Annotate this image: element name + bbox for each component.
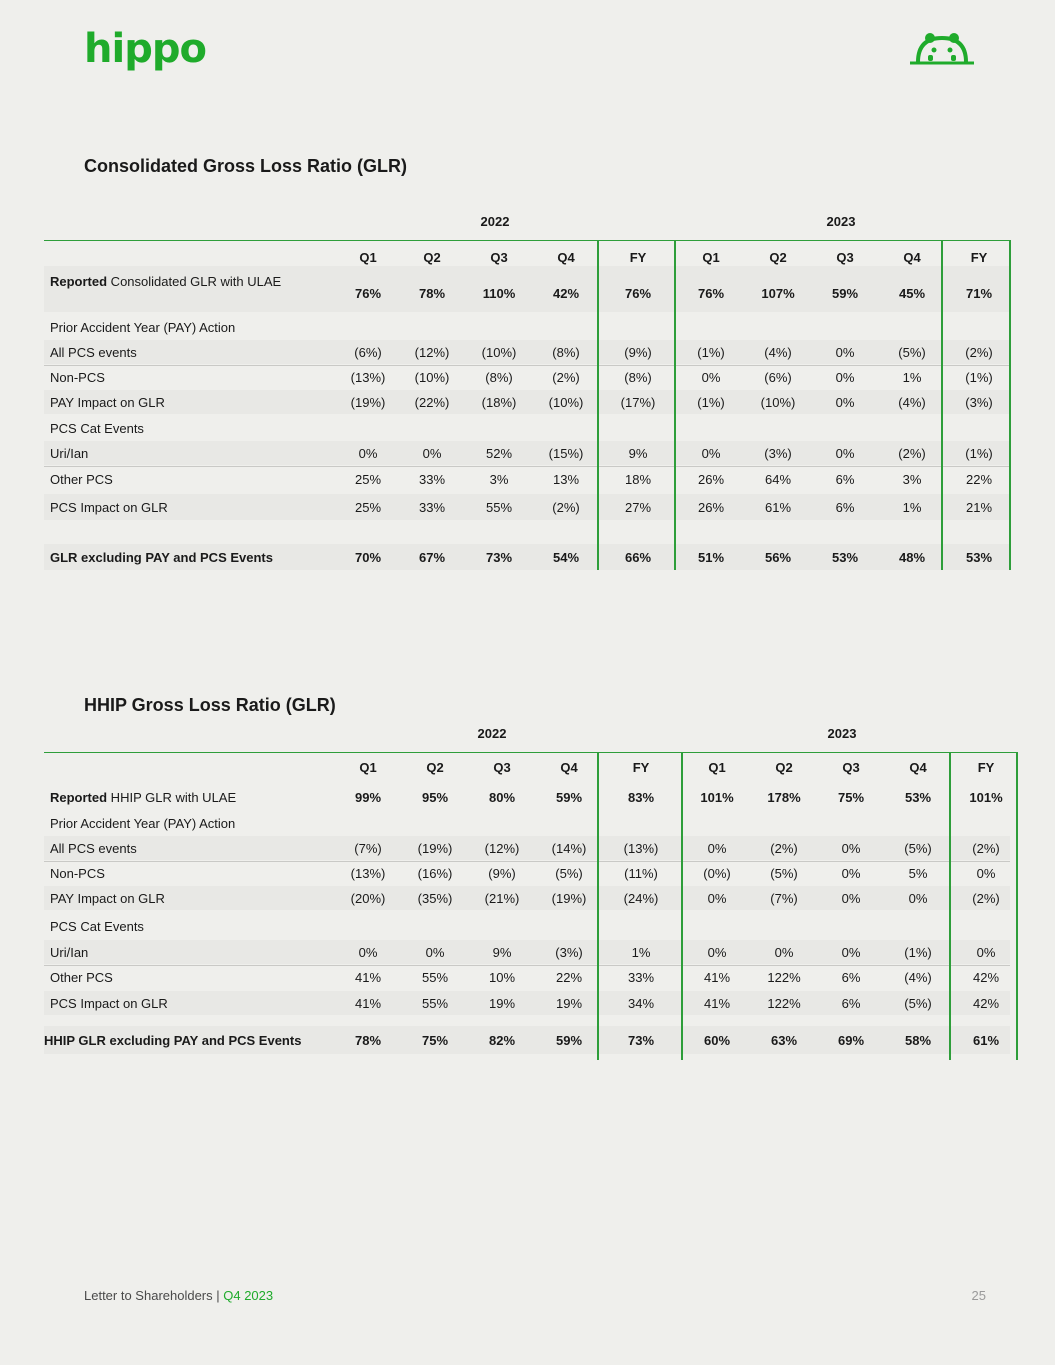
table-cell: 6% xyxy=(835,500,855,515)
column-header: Q1 xyxy=(702,250,720,265)
table-cell: 0% xyxy=(841,866,861,881)
table-cell: 76% xyxy=(354,286,382,301)
hippo-mascot-icon xyxy=(908,30,976,66)
row-label xyxy=(50,345,137,360)
row-label-text: Prior Accident Year (PAY) Action xyxy=(50,320,236,335)
table-cell: (5%) xyxy=(904,996,932,1011)
table-cell: (15%) xyxy=(548,446,584,461)
table-cell: 178% xyxy=(767,790,801,805)
table-cell: (1%) xyxy=(965,370,993,385)
row-label-text: Consolidated GLR with ULAE xyxy=(107,274,282,289)
table-cell: 9% xyxy=(492,945,512,960)
table-cell: 75% xyxy=(421,1033,449,1048)
row-label-text: HHIP GLR with ULAE xyxy=(107,790,237,805)
table-cell: 75% xyxy=(837,790,865,805)
table-cell: 0% xyxy=(976,866,996,881)
table-cell: (5%) xyxy=(555,866,583,881)
row-label-text: PCS Impact on GLR xyxy=(50,500,168,515)
table-cell: 59% xyxy=(555,1033,583,1048)
header-rule xyxy=(44,240,1011,241)
table-cell: 53% xyxy=(831,550,859,565)
row-label-bold: HHIP GLR excluding PAY and PCS Events xyxy=(44,1033,302,1048)
table-cell: 0% xyxy=(774,945,794,960)
table-cell: 33% xyxy=(418,500,446,515)
table-cell: 0% xyxy=(976,945,996,960)
table-cell: 0% xyxy=(701,370,721,385)
table-cell: 59% xyxy=(555,790,583,805)
column-divider xyxy=(674,240,676,570)
table-cell: 0% xyxy=(908,891,928,906)
column-divider xyxy=(1016,752,1018,1060)
row-label-text: PCS Cat Events xyxy=(50,919,144,934)
table-cell: 0% xyxy=(707,841,727,856)
table-cell: (0%) xyxy=(703,866,731,881)
row-label xyxy=(50,919,144,934)
table-cell: 56% xyxy=(764,550,792,565)
table-cell: (2%) xyxy=(972,841,1000,856)
table-cell: 53% xyxy=(965,550,993,565)
page-number: 25 xyxy=(971,1288,986,1303)
table-cell: (5%) xyxy=(904,841,932,856)
table-cell: (22%) xyxy=(414,395,450,410)
table-cell: 6% xyxy=(841,996,861,1011)
table-cell: 13% xyxy=(552,472,580,487)
row-label-bold: GLR excluding PAY and PCS Events xyxy=(50,550,273,565)
table-cell: 6% xyxy=(841,970,861,985)
row-label xyxy=(50,320,235,335)
table-title-consolidated: Consolidated Gross Loss Ratio (GLR) xyxy=(84,156,408,176)
table-cell: (7%) xyxy=(354,841,382,856)
table-cell: 70% xyxy=(354,550,382,565)
row-label xyxy=(50,274,281,289)
table-cell: 78% xyxy=(354,1033,382,1048)
table-cell: 0% xyxy=(701,446,721,461)
column-header: Q4 xyxy=(557,250,575,265)
row-label xyxy=(50,395,165,410)
table-cell: (2%) xyxy=(972,891,1000,906)
row-label xyxy=(50,472,113,487)
table-cell: 0% xyxy=(835,395,855,410)
table-cell: (5%) xyxy=(770,866,798,881)
column-header: Q2 xyxy=(775,760,793,775)
table-cell: (8%) xyxy=(552,345,580,360)
table-cell: (8%) xyxy=(485,370,513,385)
table-cell: 58% xyxy=(904,1033,932,1048)
year-label: 2022 xyxy=(480,214,510,229)
table-cell: 61% xyxy=(972,1033,1000,1048)
column-header: Q2 xyxy=(769,250,787,265)
row-label-bold: Reported xyxy=(50,790,108,805)
table-cell: 71% xyxy=(965,286,993,301)
table-cell: (4%) xyxy=(898,395,926,410)
table-cell: 122% xyxy=(767,996,801,1011)
table-cell: (12%) xyxy=(484,841,520,856)
row-label xyxy=(50,790,236,805)
table-cell: (19%) xyxy=(551,891,587,906)
row-label xyxy=(50,500,168,515)
table-cell: 53% xyxy=(904,790,932,805)
column-header: Q3 xyxy=(490,250,508,265)
row-label-text: PCS Cat Events xyxy=(50,421,144,436)
row-label xyxy=(50,446,88,461)
table-cell: (13%) xyxy=(350,370,386,385)
row-label-text: Non-PCS xyxy=(50,866,105,881)
table-cell: 33% xyxy=(418,472,446,487)
row-label-text: All PCS events xyxy=(50,345,137,360)
row-label-bold: Reported xyxy=(50,274,108,289)
table-cell: 25% xyxy=(354,472,382,487)
table-cell: 1% xyxy=(902,500,922,515)
table-cell: 22% xyxy=(555,970,583,985)
table-cell: (6%) xyxy=(764,370,792,385)
table-cell: 80% xyxy=(488,790,516,805)
table-cell: 42% xyxy=(972,970,1000,985)
footer-text xyxy=(84,1288,273,1303)
table-cell: 63% xyxy=(770,1033,798,1048)
table-cell: 18% xyxy=(624,472,652,487)
row-label xyxy=(50,866,105,881)
table-cell: 60% xyxy=(703,1033,731,1048)
table-cell: (35%) xyxy=(417,891,453,906)
table-cell: 107% xyxy=(761,286,795,301)
table-cell: 54% xyxy=(552,550,580,565)
row-label xyxy=(50,891,165,906)
table-cell: (7%) xyxy=(770,891,798,906)
table-cell: 0% xyxy=(707,945,727,960)
table-cell: (2%) xyxy=(552,370,580,385)
table-cell: 110% xyxy=(482,286,516,301)
row-label xyxy=(50,421,144,436)
table-cell: (10%) xyxy=(548,395,584,410)
table-cell: 73% xyxy=(627,1033,655,1048)
table-cell: (19%) xyxy=(350,395,386,410)
table-cell: 42% xyxy=(552,286,580,301)
row-label xyxy=(50,370,105,385)
table-cell: (10%) xyxy=(760,395,796,410)
table-cell: 122% xyxy=(767,970,801,985)
table-cell: 0% xyxy=(358,446,378,461)
table-cell: 59% xyxy=(831,286,859,301)
table-cell: 55% xyxy=(421,996,449,1011)
table-cell: 76% xyxy=(697,286,725,301)
column-header: Q4 xyxy=(560,760,578,775)
table-cell: 41% xyxy=(354,996,382,1011)
table-cell: 22% xyxy=(965,472,993,487)
table-cell: (1%) xyxy=(697,345,725,360)
column-header: Q3 xyxy=(493,760,511,775)
table-cell: (2%) xyxy=(552,500,580,515)
table-row xyxy=(44,914,1010,938)
table-cell: 41% xyxy=(703,970,731,985)
table-cell: 26% xyxy=(697,472,725,487)
table-cell: (2%) xyxy=(965,345,993,360)
table-cell: (12%) xyxy=(414,345,450,360)
table-cell: (1%) xyxy=(697,395,725,410)
row-label-text: All PCS events xyxy=(50,841,137,856)
year-label: 2023 xyxy=(827,726,857,741)
table-cell: 73% xyxy=(485,550,513,565)
table-cell: (10%) xyxy=(414,370,450,385)
footer-label: Letter to Shareholders | xyxy=(84,1288,224,1303)
column-header: Q1 xyxy=(708,760,726,775)
row-label xyxy=(50,945,88,960)
table-cell: 82% xyxy=(488,1033,516,1048)
column-header: Q1 xyxy=(359,760,377,775)
row-label xyxy=(50,841,137,856)
table-cell: (13%) xyxy=(350,866,386,881)
column-header: Q1 xyxy=(359,250,377,265)
table-cell: 48% xyxy=(898,550,926,565)
table-cell: 1% xyxy=(631,945,651,960)
table-cell: 101% xyxy=(700,790,734,805)
column-header: Q3 xyxy=(836,250,854,265)
table-cell: (1%) xyxy=(965,446,993,461)
table-cell: 0% xyxy=(841,891,861,906)
table-cell: 27% xyxy=(624,500,652,515)
header-rule xyxy=(44,752,1018,753)
table-cell: 0% xyxy=(707,891,727,906)
table-cell: (1%) xyxy=(904,945,932,960)
table-cell: 55% xyxy=(421,970,449,985)
row-label-text: Other PCS xyxy=(50,472,113,487)
footer-period: Q4 2023 xyxy=(223,1288,274,1303)
table-cell: (8%) xyxy=(624,370,652,385)
column-header: FY xyxy=(970,250,988,265)
row-label xyxy=(50,996,168,1011)
column-header: FY xyxy=(632,760,650,775)
column-header: Q3 xyxy=(842,760,860,775)
table-cell: (20%) xyxy=(350,891,386,906)
table-cell: (13%) xyxy=(623,841,659,856)
year-label: 2022 xyxy=(477,726,507,741)
table-cell: 33% xyxy=(627,970,655,985)
table-cell: (19%) xyxy=(417,841,453,856)
table-cell: (21%) xyxy=(484,891,520,906)
table-cell: 41% xyxy=(354,970,382,985)
table-cell: 45% xyxy=(898,286,926,301)
hippo-logo: hippo xyxy=(84,26,206,72)
table-cell: 0% xyxy=(841,945,861,960)
column-header: FY xyxy=(629,250,647,265)
table-cell: 69% xyxy=(837,1033,865,1048)
table-cell: 19% xyxy=(555,996,583,1011)
table-cell: 42% xyxy=(972,996,1000,1011)
table-cell: 99% xyxy=(354,790,382,805)
row-label-text: PCS Impact on GLR xyxy=(50,996,168,1011)
column-header: Q4 xyxy=(909,760,927,775)
row-label-text: Other PCS xyxy=(50,970,113,985)
table-cell: (3%) xyxy=(555,945,583,960)
table-cell: (4%) xyxy=(764,345,792,360)
table-cell: 0% xyxy=(358,945,378,960)
table-cell: (24%) xyxy=(623,891,659,906)
table-cell: 101% xyxy=(969,790,1003,805)
table-cell: (5%) xyxy=(898,345,926,360)
table-cell: 9% xyxy=(628,446,648,461)
row-label-text: PAY Impact on GLR xyxy=(50,891,165,906)
table-cell: 19% xyxy=(488,996,516,1011)
row-label xyxy=(50,550,273,565)
table-cell: 34% xyxy=(627,996,655,1011)
table-cell: 0% xyxy=(835,345,855,360)
table-cell: (9%) xyxy=(488,866,516,881)
table-cell: (10%) xyxy=(481,345,517,360)
table-cell: (16%) xyxy=(417,866,453,881)
column-header: FY xyxy=(977,760,995,775)
table-cell: 25% xyxy=(354,500,382,515)
table-cell: 61% xyxy=(764,500,792,515)
column-header: Q4 xyxy=(903,250,921,265)
column-divider xyxy=(1009,240,1011,570)
row-label-text: Prior Accident Year (PAY) Action xyxy=(50,816,236,831)
table-cell: (11%) xyxy=(624,866,658,881)
table-cell: 55% xyxy=(485,500,513,515)
year-label: 2023 xyxy=(826,214,856,229)
table-cell: 64% xyxy=(764,472,792,487)
table-cell: 21% xyxy=(965,500,993,515)
table-cell: 1% xyxy=(902,370,922,385)
table-cell: 52% xyxy=(485,446,513,461)
table-cell: 0% xyxy=(422,446,442,461)
column-divider xyxy=(597,240,599,570)
row-label xyxy=(44,1033,301,1048)
row-label-text: Uri/Ian xyxy=(50,446,89,461)
row-label xyxy=(50,970,113,985)
table-cell: 3% xyxy=(902,472,922,487)
row-label-text: PAY Impact on GLR xyxy=(50,395,165,410)
column-header: Q2 xyxy=(426,760,444,775)
row-label-text: Uri/Ian xyxy=(50,945,89,960)
table-cell: 83% xyxy=(627,790,655,805)
table-cell: 3% xyxy=(489,472,509,487)
table-cell: 0% xyxy=(425,945,445,960)
table-cell: 76% xyxy=(624,286,652,301)
table-cell: 51% xyxy=(697,550,725,565)
column-divider xyxy=(949,752,951,1060)
row-label-text: Non-PCS xyxy=(50,370,105,385)
table-cell: 5% xyxy=(908,866,928,881)
table-cell: (3%) xyxy=(764,446,792,461)
row-label xyxy=(50,816,235,831)
table-cell: (14%) xyxy=(551,841,587,856)
table-cell: (17%) xyxy=(620,395,656,410)
table-cell: (9%) xyxy=(624,345,652,360)
column-divider xyxy=(681,752,683,1060)
column-header: Q2 xyxy=(423,250,441,265)
table-cell: (2%) xyxy=(898,446,926,461)
table-cell: 0% xyxy=(835,370,855,385)
table-cell: 67% xyxy=(418,550,446,565)
table-cell: 95% xyxy=(421,790,449,805)
table-cell: 6% xyxy=(835,472,855,487)
table-cell: (3%) xyxy=(965,395,993,410)
table-cell: 26% xyxy=(697,500,725,515)
table-cell: 66% xyxy=(624,550,652,565)
table-cell: (18%) xyxy=(481,395,517,410)
table-cell: 0% xyxy=(835,446,855,461)
table-title-hhip: HHIP Gross Loss Ratio (GLR) xyxy=(84,695,336,715)
table-cell: 41% xyxy=(703,996,731,1011)
table-row xyxy=(44,416,1010,440)
table-cell: (4%) xyxy=(904,970,932,985)
table-cell: (6%) xyxy=(354,345,382,360)
table-cell: 0% xyxy=(841,841,861,856)
table-cell: 78% xyxy=(418,286,446,301)
table-cell: 10% xyxy=(488,970,516,985)
table-cell: (2%) xyxy=(770,841,798,856)
